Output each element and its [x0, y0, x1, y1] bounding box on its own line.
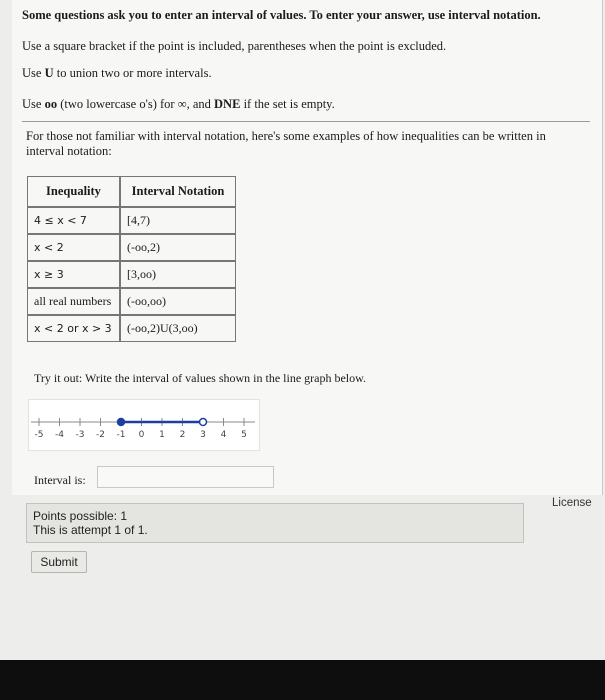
table-cell-inequality: 4 ≤ x < 7 [27, 207, 120, 234]
intro-line-3-bold: U [44, 66, 54, 80]
examples-table [27, 176, 236, 342]
intro-line-3 [22, 66, 212, 81]
table-row [27, 207, 236, 234]
table-row [27, 288, 236, 315]
number-line-tick-label: 4 [220, 430, 227, 440]
intro-line-3-post: to union two or more intervals. [53, 66, 212, 80]
interval-notation-info [22, 121, 590, 162]
table-cell-inequality: all real numbers [27, 288, 120, 315]
number-line-tick-label: -5 [34, 430, 44, 440]
attempt-count: This is attempt 1 of 1. [33, 523, 148, 537]
intro-line-4-pre: Use [22, 97, 45, 111]
table-cell-inequality: x ≥ 3 [27, 261, 120, 288]
table-row [27, 315, 236, 342]
table-cell-interval: (-oo,2) [120, 234, 236, 261]
table-cell-interval: (-oo,2)U(3,oo) [120, 315, 236, 342]
number-line-tick-label: -2 [96, 430, 105, 440]
bottom-bar [0, 660, 605, 700]
intro-line-5: For those not familiar with interval notation, here's some examples of how inequalities can be written in interval notation: [26, 129, 546, 158]
submit-button[interactable]: Submit [31, 551, 87, 573]
intro-line-1: Some questions ask you to enter an interval of values. To enter your answer, use interval notation. [22, 8, 541, 22]
intro-line-4-bold: oo [44, 97, 58, 111]
table-cell-inequality: x < 2 [27, 234, 120, 261]
number-line-start-point [118, 419, 125, 426]
number-line-tick-label: -3 [75, 430, 85, 440]
number-line-tick-label: -4 [55, 430, 64, 440]
intro-line-4-bold2: DNE [214, 97, 241, 111]
number-line-tick-label: 2 [179, 430, 186, 440]
intro-line-2: Use a square bracket if the point is included, parentheses when the point is excluded. [22, 39, 447, 53]
number-line-tick-label: 5 [241, 430, 247, 440]
table-cell-interval: (-oo,oo) [120, 288, 236, 315]
table-row [27, 261, 236, 288]
intro-line-4 [22, 97, 335, 112]
license-link[interactable]: License [552, 497, 592, 509]
table-header-row [27, 176, 236, 207]
table-header-inequality: Inequality [27, 176, 120, 207]
intro-line-4-mid: (two lowercase o's) for ∞, and [57, 97, 215, 111]
points-info-box [26, 503, 524, 543]
number-line-tick-label: 3 [200, 430, 206, 440]
number-line-tick-label: 0 [138, 430, 145, 440]
table-cell-inequality: x < 2 or x > 3 [27, 315, 120, 342]
number-line-svg [29, 400, 259, 450]
intro-line-3-pre: Use [22, 66, 45, 80]
try-it-prompt: Try it out: Write the interval of values shown in the line graph below. [34, 371, 367, 385]
table-cell-interval: [3,oo) [120, 261, 236, 288]
table-row [27, 234, 236, 261]
number-line-tick-label: -1 [116, 430, 126, 440]
number-line-end-point [200, 419, 207, 426]
table-cell-interval: [4,7) [120, 207, 236, 234]
number-line-graph [28, 399, 260, 451]
table-header-interval: Interval Notation [120, 176, 236, 207]
number-line-tick-label: 1 [159, 430, 165, 440]
interval-label: Interval is: [34, 473, 86, 487]
points-possible: Points possible: 1 [33, 509, 128, 523]
interval-answer-input[interactable] [97, 466, 274, 488]
intro-line-4-post: if the set is empty. [240, 97, 335, 111]
